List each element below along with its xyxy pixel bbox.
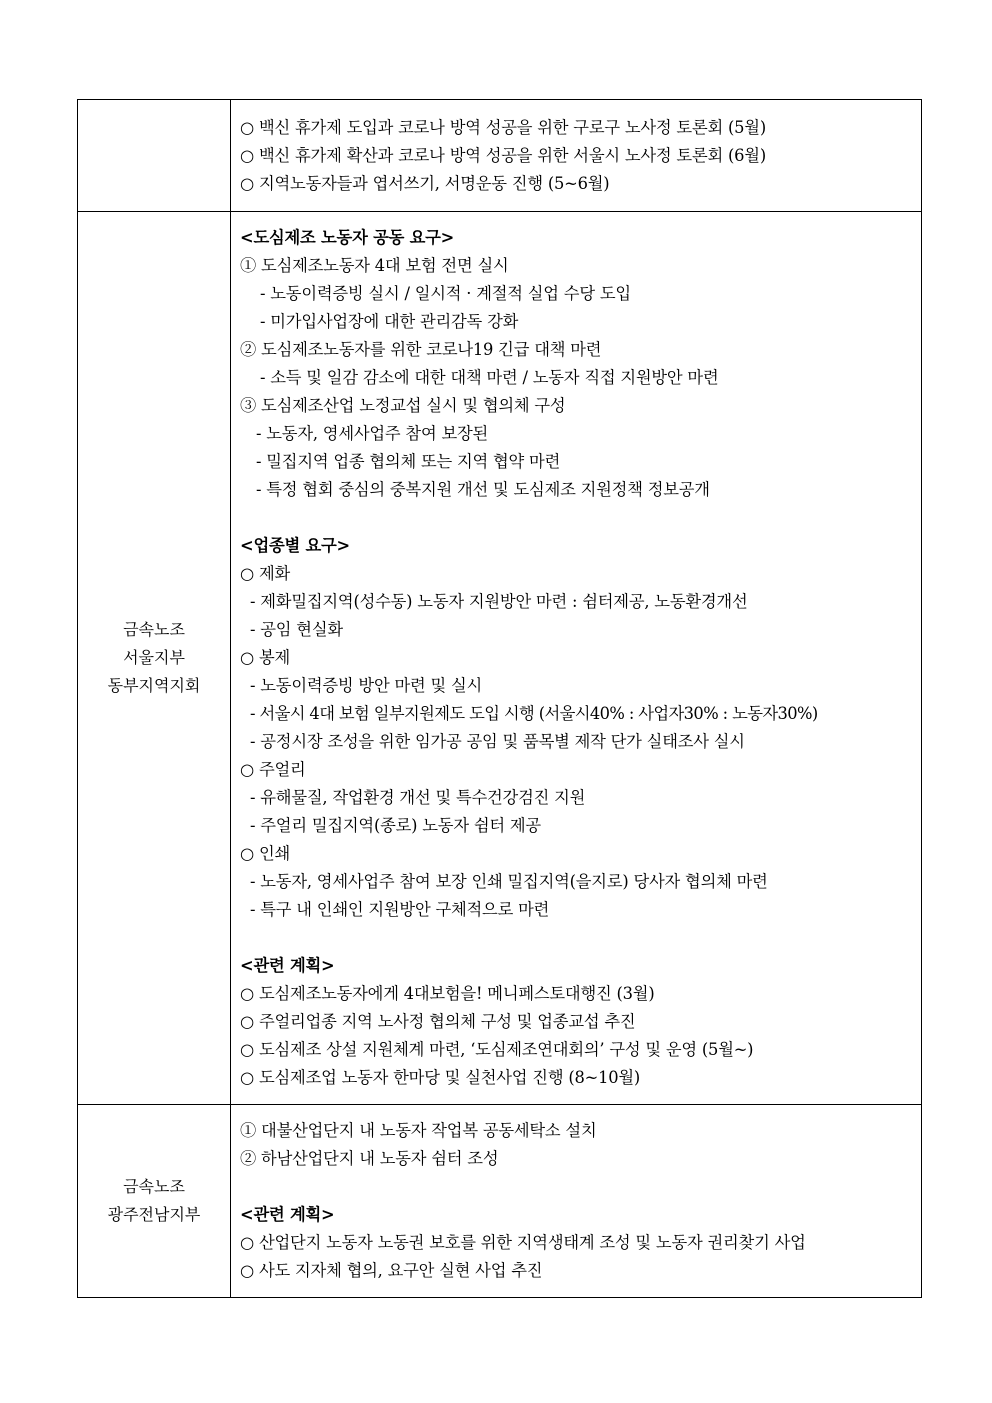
list-item: ① 도심제조노동자 4대 보험 전면 실시 [240, 256, 509, 275]
list-item: ③ 도심제조산업 노정교섭 실시 및 협의체 구성 [240, 396, 566, 415]
org-name-line: 동부지역지회 [107, 676, 201, 695]
list-item: - 밀집지역 업종 협의체 또는 지역 협약 마련 [256, 452, 561, 471]
list-item: ○ 도심제조업 노동자 한마당 및 실천사업 진행 (8~10월) [240, 1068, 641, 1087]
list-item: - 노동이력증빙 방안 마련 및 실시 [250, 676, 483, 695]
org-cell [78, 212, 231, 1105]
list-item: ○ 산업단지 노동자 노동권 보호를 위한 지역생태계 조성 및 노동자 권리찾기 사업 [240, 1233, 806, 1252]
org-name-line: 광주전남지부 [107, 1205, 201, 1224]
list-item: ① 대불산업단지 내 노동자 작업복 공동세탁소 설치 [240, 1121, 597, 1140]
list-item: ② 도심제조노동자를 위한 코로나19 긴급 대책 마련 [240, 340, 602, 359]
org-name-line: 금속노조 [123, 1177, 185, 1196]
list-item: - 공정시장 조성을 위한 임가공 공임 및 품목별 제작 단가 실태조사 실시 [250, 732, 745, 751]
list-item: ○ 주얼리업종 지역 노사정 협의체 구성 및 업종교섭 추진 [240, 1012, 636, 1031]
spacer [240, 924, 921, 952]
table-row [78, 1105, 922, 1298]
list-item: ○ 도심제조 상설 지원체계 마련, ‘도심제조연대회의’ 구성 및 운영 (5월~) [240, 1040, 754, 1059]
list-item: ② 하남산업단지 내 노동자 쉼터 조성 [240, 1149, 499, 1168]
list-item: - 노동이력증빙 실시 / 일시적 · 계절적 실업 수당 도입 [260, 284, 631, 303]
list-item: ○ 인쇄 [240, 844, 291, 863]
list-item: ○ 주얼리 [240, 760, 306, 779]
section-heading: <관련 계획> [240, 956, 335, 975]
list-item: - 제화밀집지역(성수동) 노동자 지원방안 마련 : 쉼터제공, 노동환경개선 [250, 592, 748, 611]
section-heading: <업종별 요구> [240, 536, 350, 555]
table-row [78, 100, 922, 212]
list-item: ○ 사도 지자체 협의, 요구안 실현 사업 추진 [240, 1261, 543, 1280]
list-item: - 소득 및 일감 감소에 대한 대책 마련 / 노동자 직접 지원방안 마련 [260, 368, 719, 387]
list-item: ○ 백신 휴가제 도입과 코로나 방역 성공을 위한 구로구 노사정 토론회 (5월) [240, 118, 766, 137]
content-cell [231, 1105, 922, 1298]
list-item: ○ 제화 [240, 564, 291, 583]
list-item: - 노동자, 영세사업주 참여 보장 인쇄 밀집지역(을지로) 당사자 협의체 마련 [250, 872, 768, 891]
list-item: ○ 백신 휴가제 확산과 코로나 방역 성공을 위한 서울시 노사정 토론회 (6월) [240, 146, 766, 165]
list-item: ○ 지역노동자들과 엽서쓰기, 서명운동 진행 (5~6월) [240, 174, 610, 193]
list-item: ○ 봉제 [240, 648, 291, 667]
list-item: - 공임 현실화 [250, 620, 343, 639]
content-cell [231, 212, 922, 1105]
section-heading: <관련 계획> [240, 1205, 335, 1224]
spacer [240, 1173, 921, 1201]
section-heading: <도심제조 노동자 공동 요구> [240, 228, 455, 247]
spacer [240, 504, 921, 532]
list-item: - 서울시 4대 보험 일부지원제도 도입 시행 (서울시40% : 사업자30% : 노동자30%) [250, 704, 818, 723]
org-name-line: 서울지부 [123, 648, 185, 667]
list-item: - 유해물질, 작업환경 개선 및 특수건강검진 지원 [250, 788, 586, 807]
org-name-line: 금속노조 [123, 620, 185, 639]
list-item: - 특정 협회 중심의 중복지원 개선 및 도심제조 지원정책 정보공개 [256, 480, 710, 499]
list-item: - 미가입사업장에 대한 관리감독 강화 [260, 312, 519, 331]
content-cell [231, 100, 922, 212]
list-item: ○ 도심제조노동자에게 4대보험을! 메니페스토대행진 (3월) [240, 984, 655, 1003]
table-row [78, 212, 922, 1105]
list-item: - 특구 내 인쇄인 지원방안 구체적으로 마련 [250, 900, 550, 919]
plan-table [77, 99, 922, 1298]
org-cell [78, 1105, 231, 1298]
list-item: - 주얼리 밀집지역(종로) 노동자 쉼터 제공 [250, 816, 541, 835]
list-item: - 노동자, 영세사업주 참여 보장된 [256, 424, 489, 443]
org-cell-empty [78, 100, 231, 212]
